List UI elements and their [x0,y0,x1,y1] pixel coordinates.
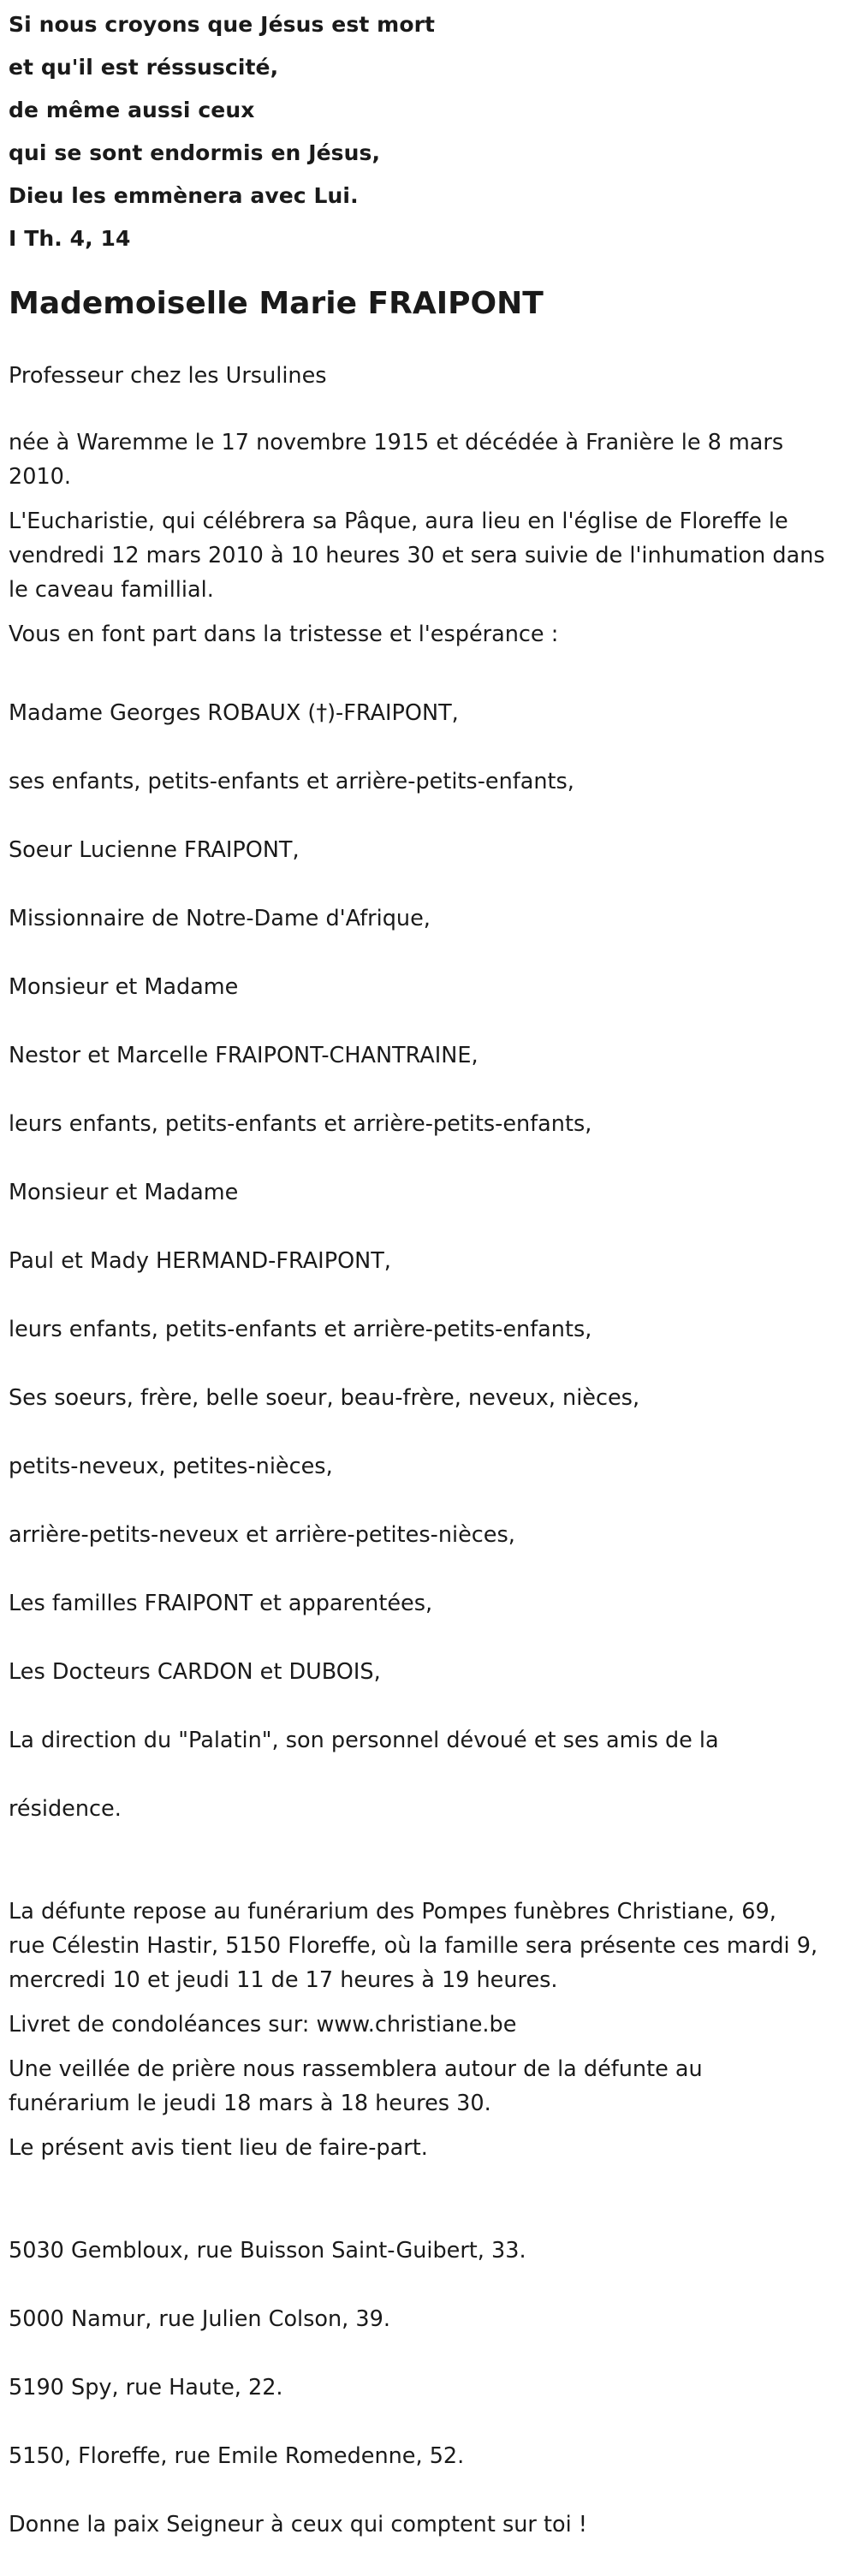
address-line: 5000 Namur, rue Julien Colson, 39. [9,2306,390,2332]
address-line: 5150, Floreffe, rue Emile Romedenne, 52. [9,2443,465,2469]
condolences-link: Livret de condoléances sur: www.christiane.be [9,2012,517,2038]
family-line: Ses soeurs, frère, belle soeur, beau-frère, neveux, nièces, [9,1385,640,1411]
family-line: Nestor et Marcelle FRAIPONT-CHANTRAINE, [9,1043,479,1068]
obituary-page [0,3,856,2537]
deceased-profession: Professeur chez les Ursulines [9,363,327,389]
family-line: leurs enfants, petits-enfants et arrière-petits-enfants, [9,1317,592,1342]
announcement-intro: Vous en font part dans la tristesse et l'espérance : [9,622,559,647]
family-line: La direction du "Palatin", son personnel dévoué et ses amis de la [9,1728,719,1753]
funeral-home-details: La défunte repose au funérarium des Pompes funèbres Christiane, 69, rue Célestin Hastir, 5150 Floreffe, où la famille sera présente ces mardi 9, mercredi 10 et jeudi 11 de 17 heures à 19 heures. [9,1899,818,1993]
family-line: ses enfants, petits-enfants et arrière-petits-enfants, [9,769,574,794]
family-line: Les familles FRAIPONT et apparentées, [9,1591,433,1616]
family-line: Madame Georges ROBAUX (†)-FRAIPONT, [9,700,459,726]
address-line: 5190 Spy, rue Haute, 22. [9,2375,283,2400]
family-line: Missionnaire de Notre-Dame d'Afrique, [9,906,431,931]
deceased-name: Mademoiselle Marie FRAIPONT [9,286,544,321]
family-line: petits-neveux, petites-nièces, [9,1454,333,1479]
verse-reference: I Th. 4, 14 [9,226,131,251]
bible-verse [9,3,856,260]
family-line: Monsieur et Madame [9,974,239,1000]
family-line: Les Docteurs CARDON et DUBOIS, [9,1659,381,1685]
verse-line: Dieu les emmènera avec Lui. [9,183,359,208]
family-line: Soeur Lucienne FRAIPONT, [9,837,300,863]
ceremony-details: L'Eucharistie, qui célébrera sa Pâque, aura lieu en l'église de Floreffe le vendredi 12 mars 2010 à 10 heures 30 et sera suivie de l'inhumation dans le caveau famillial. [9,509,825,603]
family-line: résidence. [9,1796,122,1822]
family-list [9,662,856,1860]
vigil-details: Une veillée de prière nous rassemblera autour de la défunte au funérarium le jeudi 18 mars à 18 heures 30. [9,2056,703,2116]
verse-line: qui se sont endormis en Jésus, [9,140,381,165]
family-line: Monsieur et Madame [9,1180,239,1205]
verse-line: et qu'il est réssuscité, [9,55,279,80]
birth-death-dates: née à Waremme le 17 novembre 1915 et décédée à Franière le 8 mars 2010. [9,430,784,490]
verse-line: de même aussi ceux [9,98,255,122]
verse-line: Si nous croyons que Jésus est mort [9,12,436,37]
family-line: Paul et Mady HERMAND-FRAIPONT, [9,1248,391,1274]
address-line: 5030 Gembloux, rue Buisson Saint-Guibert, 33. [9,2238,526,2264]
address-list [9,2199,856,2576]
closing-prayer: Donne la paix Seigneur à ceux qui comptent sur toi ! [9,2512,587,2537]
family-line: arrière-petits-neveux et arrière-petites-nièces, [9,1522,515,1548]
notice-text: Le présent avis tient lieu de faire-part. [9,2135,428,2161]
family-line: leurs enfants, petits-enfants et arrière-petits-enfants, [9,1111,592,1137]
